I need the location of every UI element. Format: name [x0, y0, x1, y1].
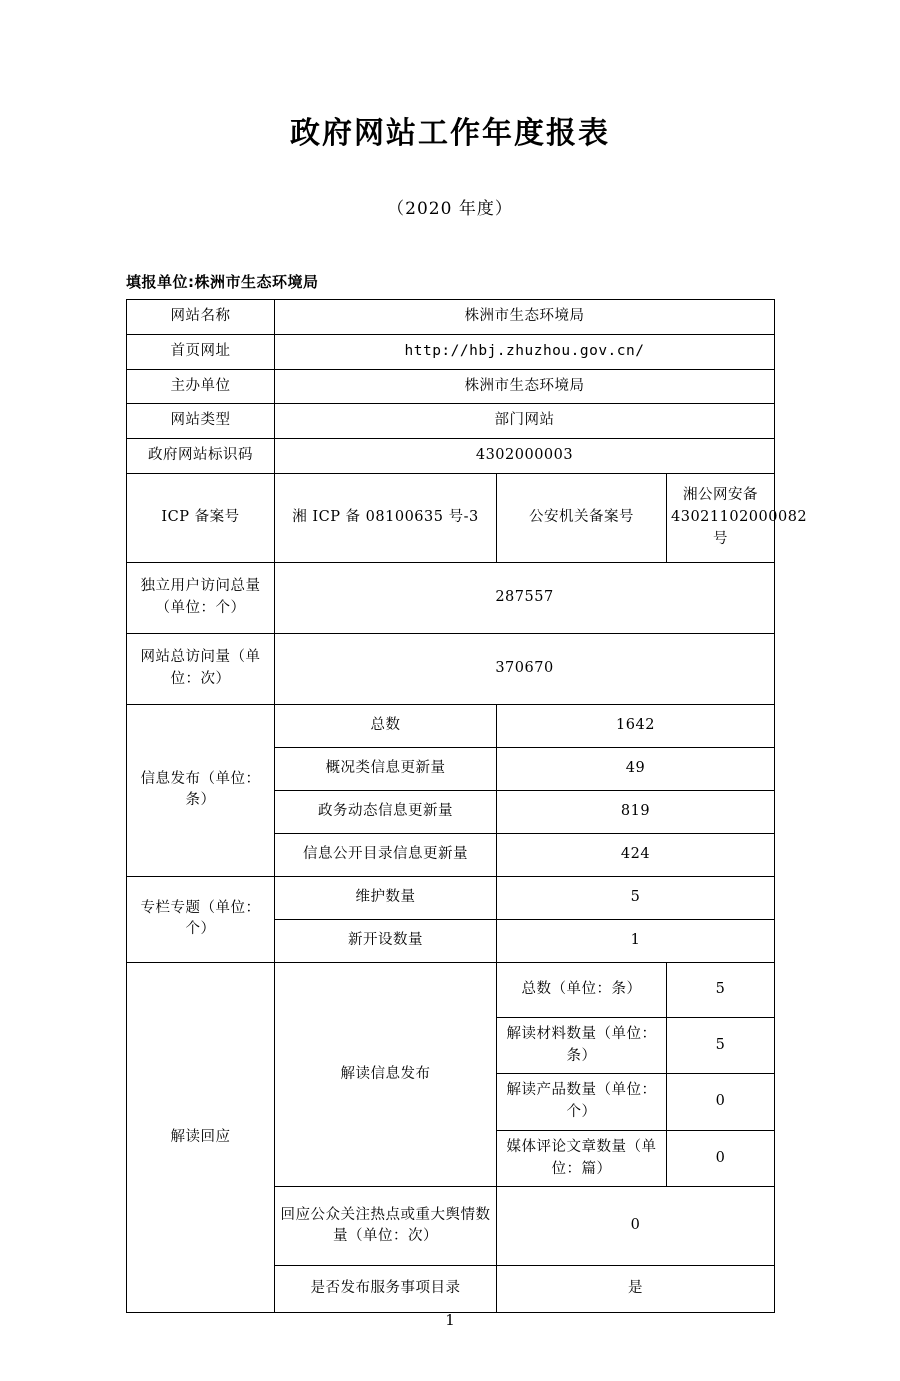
icp-label: ICP 备案号 [127, 473, 275, 562]
interpret-publish-label: 解读信息发布 [275, 962, 497, 1187]
page-title: 政府网站工作年度报表 [290, 116, 610, 151]
interpret-item-name: 解读材料数量（单位：条） [497, 1017, 667, 1074]
site-code-value: 4302000003 [275, 439, 775, 474]
interpret-response-label: 解读回应 [127, 962, 275, 1313]
total-visits-label: 网站总访问量（单位：次） [127, 633, 275, 704]
info-publish-label: 信息发布（单位：条） [127, 704, 275, 876]
table-row [127, 473, 775, 562]
table-row [127, 704, 775, 747]
interpret-item-name: 总数（单位：条） [497, 962, 667, 1017]
site-name-value: 株洲市生态环境局 [275, 300, 775, 335]
page-number: 1 [445, 1311, 455, 1329]
annual-report-table [126, 299, 808, 1313]
info-publish-item-name: 概况类信息更新量 [275, 747, 497, 790]
site-code-label: 政府网站标识码 [127, 439, 275, 474]
interpret-item-name: 媒体评论文章数量（单位：篇） [497, 1130, 667, 1187]
response-hotspot-label: 回应公众关注热点或重大舆情数量（单位：次） [275, 1187, 497, 1266]
homepage-value: http://hbj.zhuzhou.gov.cn/ [275, 334, 775, 369]
filing-unit: 填报单位:株洲市生态环境局 [126, 273, 319, 291]
column-topic-item-value: 5 [497, 876, 775, 919]
service-catalog-value: 是 [497, 1266, 775, 1313]
table-row [127, 439, 775, 474]
table-row [127, 876, 775, 919]
table-row [127, 962, 775, 1017]
table-row [127, 300, 775, 335]
table-row [127, 404, 775, 439]
table-row [127, 334, 775, 369]
sponsor-label: 主办单位 [127, 369, 275, 404]
unique-visitors-value: 287557 [275, 562, 775, 633]
sponsor-value: 株洲市生态环境局 [275, 369, 775, 404]
column-topic-label: 专栏专题（单位：个） [127, 876, 275, 962]
page-subtitle: （2020 年度） [387, 199, 513, 219]
info-publish-item-value: 49 [497, 747, 775, 790]
table-row [127, 562, 775, 633]
column-topic-item-value: 1 [497, 919, 775, 962]
icp-value: 湘 ICP 备 08100635 号-3 [275, 473, 497, 562]
homepage-label: 首页网址 [127, 334, 275, 369]
table-row [127, 369, 775, 404]
info-publish-item-value: 1642 [497, 704, 775, 747]
total-visits-value: 370670 [275, 633, 775, 704]
service-catalog-label: 是否发布服务事项目录 [275, 1266, 497, 1313]
info-publish-item-value: 819 [497, 790, 775, 833]
police-record-value: 湘公网安备 43021102000082 号 [667, 473, 775, 562]
info-publish-item-name: 信息公开目录信息更新量 [275, 833, 497, 876]
site-type-label: 网站类型 [127, 404, 275, 439]
info-publish-item-name: 政务动态信息更新量 [275, 790, 497, 833]
interpret-item-value: 5 [667, 1017, 775, 1074]
site-name-label: 网站名称 [127, 300, 275, 335]
interpret-item-value: 5 [667, 962, 775, 1017]
police-record-label: 公安机关备案号 [497, 473, 667, 562]
table-row [127, 633, 775, 704]
document-page [0, 108, 900, 1381]
interpret-item-value: 0 [667, 1074, 775, 1131]
site-type-value: 部门网站 [275, 404, 775, 439]
interpret-item-value: 0 [667, 1130, 775, 1187]
column-topic-item-name: 维护数量 [275, 876, 497, 919]
interpret-item-name: 解读产品数量（单位：个） [497, 1074, 667, 1131]
column-topic-item-name: 新开设数量 [275, 919, 497, 962]
info-publish-item-name: 总数 [275, 704, 497, 747]
unique-visitors-label: 独立用户访问总量（单位：个） [127, 562, 275, 633]
response-hotspot-value: 0 [497, 1187, 775, 1266]
info-publish-item-value: 424 [497, 833, 775, 876]
